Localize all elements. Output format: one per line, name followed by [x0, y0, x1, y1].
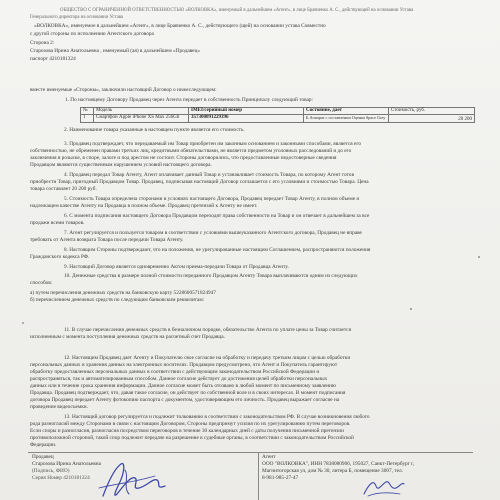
paragraph-line: обработку предоставленных персональных данных в соответствии с действующим законодательством Российской Федерации и [30, 369, 320, 375]
paragraph-line: Если споры и разногласия, разногласия посредством переговоров в течение 30 календарных дней с даты получения письменной претензии [30, 428, 344, 434]
paragraph-line: 4. Продавец передал Товар Агенту, Агент оплачивает данный Товар и устанавливает стоимость Товара, по которому Агент готов [64, 172, 354, 178]
table-cell: 1 [81, 115, 94, 123]
seller-name: Старозова Ирина Анатольевна [32, 461, 101, 467]
header-line-9: 1. По настоящему Договору Продавец через Агента передает в собственность Принципалу следующий товар: [65, 97, 314, 103]
seller-signature-icon [95, 458, 175, 500]
scan-speck [478, 256, 480, 258]
agent-signature-icon [360, 476, 406, 500]
paragraph-line: Продавцом являются существенным нарушением условий настоящего договора. [30, 162, 212, 168]
header-line-4: с другой стороны по исполнению Агентского договора [30, 31, 154, 37]
paragraph-line: 11. В случае перечисления денежных средств в безналичном порядке, обязательство Агента по уплате цены за Товар считается [64, 327, 352, 333]
scan-speck [410, 308, 412, 310]
table-header-cell: Модель [94, 108, 189, 115]
seller-passport: Серия Номер 4210181324 [32, 475, 90, 481]
paragraph-line: 6. С момента подписания настоящего Договора Продавцом переходят права собственности на Товар и он отвечает в дальнейшем за все [64, 213, 370, 219]
table-cell: Смартфон Apple iPhone XS Max 256Gb [94, 115, 189, 123]
table-header-row [81, 108, 475, 115]
seller-title: Продавец [32, 454, 54, 460]
paragraph-line: требовать от Агента возврата Товара после передачи Товара Агенту. [30, 237, 184, 243]
header-line-1: ОБЩЕСТВО С ОГРАНИЧЕННОЙ ОТВЕТСТВЕННОСТЬЮ «ВОЛКОВКА», именуемый в дальнейшем «Агент», в лице Бравченко А. С., действующей на основании Устава [60, 8, 414, 13]
paragraph-line: способов: [30, 280, 53, 286]
table-cell: 20 200 [389, 115, 475, 123]
paragraph-line: договора Продавец передает Агенту фотокопию паспорта с документом, удостоверяющим его личность. Продавец выражает согласие на [30, 397, 340, 403]
table-header-cell: Стоимость, руб. [389, 108, 475, 115]
seller-sign-caption: (Подпись, ФИО) [32, 468, 70, 474]
paragraph-line: 7. Агент регулируется и пользуется товаром в соответствии с условиями вышеуказанного Агентского договора, Продавец не вправе [64, 230, 362, 236]
paragraph-line: заключения в розыске, в споре, залоге и под арестом не состоит. Стороны договорились, что предоставленные недостоверные сведения [30, 155, 337, 161]
agent-org: ООО "ВОЛКОВКА", ИНН 7838080906, 195027, Санкт-Петербург г, [262, 461, 415, 467]
paragraph-line: надлежащем качестве Агенту на Продавца в полном объеме. Продавец претензий к Агенту не имеет. [30, 203, 258, 209]
table-header-cell: IMEI/серийный номер [189, 108, 304, 115]
paragraph-line: рода разногласий между Сторонами в связи с настоящим Договором, Стороны предпримут усилия по их урегулированию путем переговоров. [30, 421, 351, 427]
paragraph-line: Федерации. [30, 442, 57, 448]
paragraph-line: б) перечислением денежных средств по следующим банковским реквизитам: [30, 297, 205, 303]
paragraph-line: 9. Настоящий Договор является одновременно Актом приема-передачи Товара от Продавца Агенту. [64, 264, 289, 270]
table-cell: Б.Аппарат с составлении Оценка Space Grey [304, 115, 389, 123]
table-cell: 357300091229396 [189, 115, 304, 123]
paragraph-line: 13. Настоящий договор регулируется и подлежит толкованию в соответствии с законодательством РФ. В случае возникновения любого [64, 414, 370, 420]
paragraph-line: товара составляет 20 200 руб. [30, 186, 97, 192]
signature-divider [28, 452, 473, 453]
agent-address: Магнитогорская ул, дом № 30, литера Б, помещение 3007, тел. [262, 468, 403, 474]
paragraph-line: 8. Настоящим Стороны подтверждают, что на положения, не урегулированные настоящим Соглашением, распространяются положения [64, 247, 371, 253]
paragraph-line: Гражданского кодекса РФ. [30, 254, 90, 260]
paragraph-line: исполненным с момента поступления денежных средств на расчетный счет Продавца. [30, 334, 225, 340]
table-row [81, 115, 475, 123]
goods-table [80, 107, 475, 123]
header-line-6: Старозова Ирина Анатольевна , именуемый (ая) в дальнейшем «Продавец» [30, 48, 200, 54]
paragraph-line: Продавца. Продавец подтверждает, что, давая такое согласие, он действует по собственной воле и в своих интересах. В момент подписания [30, 390, 346, 396]
header-line-7: паспорт 4210181324 [30, 56, 76, 62]
header-line-2: Генерального директора на основании Устава [30, 15, 124, 20]
paragraph-line: проведение видеосъемки. [30, 404, 88, 410]
table-header-cell: Состояние, дает [304, 108, 389, 115]
paragraph-line: 2. Наименование товара указанные в настоящем пункте является его стоимость. [64, 127, 245, 133]
table-header-cell: № [81, 108, 94, 115]
signature-column-divider [258, 452, 259, 500]
paragraph-line: 5. Стоимость Товара определена сторонами в условиях настоящего Договора, Продавец передает Товар Агенту, в полном объеме и [64, 196, 360, 202]
paragraph-line: 12. Настоящим Продавец дает Агенту и Покупателю свое согласие на обработку и передачу третьим лицам с целью обработки [64, 355, 351, 361]
paragraph-line: распространяться, так и автоматизированным способом. Данное согласие действует до достижения целей обработки персональных [30, 376, 328, 382]
paragraph-line: персональных данных и хранения данных на электронных носителях. Продавцом предусмотрено, что Агент и Покупатель гарантируют [30, 362, 338, 368]
paragraph-line: собственностью, не обременен правами третьих лиц, кредитными обязательствами, не является предметом уголовных расследований и до его [30, 148, 352, 154]
paragraph-line: продажи всеми товаров. [30, 220, 85, 226]
agent-phone: 8-981-985-27-47 [262, 475, 299, 481]
agent-title: Агент [262, 454, 276, 460]
header-line-8: вместе именуемые «Стороны», заключили настоящий Договор о нижеследующем: [30, 87, 217, 93]
paragraph-line: 10. Денежные средства в размере полной стоимости переданного Продавцом Агенту Товара выплачиваются одним из следующих [64, 273, 358, 279]
paragraph-line: а) путем перечисления денежных средств на банковскую карту 5228600571824947 [30, 290, 216, 296]
paragraph-line: приобрести Товар, пригодный Продавцом Товар. Продавец, подписывая настоящий Договор соглашается с его условиями и стоимостью Товара. Цена [30, 179, 369, 185]
scan-speck [22, 322, 24, 324]
paragraph-line: 3. Продавец подтверждает, что передаваемый им Товар приобретен им законным основанием и законными способами, является его [64, 141, 362, 147]
paragraph-line: данных или в течение срока хранения информации. Данное согласие может быть отозвано в любой момент по письменному заявлению [30, 383, 336, 389]
header-line-5: Сторона 2: [30, 40, 55, 46]
paragraph-line: противоположной стороной, такой спор подлежит передаче на разрешение в судебные органы, в соответствии с законодательством Российской [30, 435, 354, 441]
header-line-3: «ВОЛКОВКА», именуемое в дальнейшем «Агент», в лице Бравченко А. С., действующего (щей) на основании устава Совместно [34, 23, 326, 29]
